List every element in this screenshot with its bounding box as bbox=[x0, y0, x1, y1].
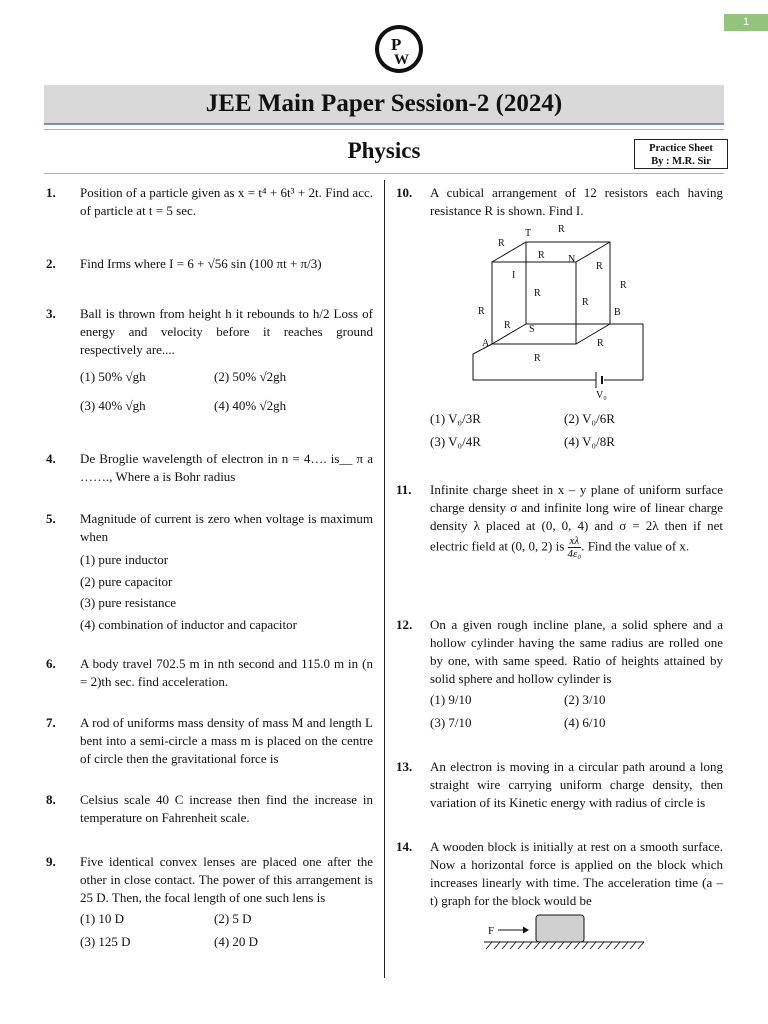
label-R: R bbox=[478, 306, 485, 317]
subject-rule bbox=[44, 173, 724, 174]
question-number: 7. bbox=[46, 715, 56, 730]
question-number: 3. bbox=[46, 306, 56, 321]
label-T: T bbox=[525, 228, 532, 239]
option-4[interactable]: (4) 20 D bbox=[214, 934, 259, 949]
label-R: R bbox=[558, 224, 565, 235]
question-number: 8. bbox=[46, 792, 56, 807]
option-2[interactable]: (2) pure capacitor bbox=[80, 573, 173, 589]
svg-text:P: P bbox=[391, 35, 402, 54]
option-3[interactable]: (3) 125 D bbox=[80, 934, 131, 949]
resistor-cube-diagram bbox=[468, 222, 648, 402]
label-R: R bbox=[534, 288, 541, 299]
question-number: 6. bbox=[46, 656, 56, 671]
title-bar bbox=[44, 85, 724, 125]
question-number: 14. bbox=[396, 839, 413, 854]
pw-logo bbox=[374, 24, 424, 74]
option-4[interactable]: (4) 40% √2gh bbox=[214, 398, 287, 413]
fraction bbox=[568, 535, 582, 560]
option-1[interactable]: (1) 10 D bbox=[80, 911, 125, 926]
label-I: I bbox=[512, 270, 516, 281]
option-2[interactable]: (2) V₀/6R bbox=[564, 411, 615, 426]
question-text: A rod of uniforms mass density of mass M and length L bent into a semi-circle a mass m is placed on the centre of circle then the gravitational force is bbox=[80, 715, 373, 766]
label-R: R bbox=[538, 250, 545, 261]
page-title: JEE Main Paper Session-2 (2024) bbox=[205, 90, 563, 117]
page-number: 1 bbox=[724, 14, 768, 31]
label-R: R bbox=[534, 353, 541, 364]
option-1[interactable]: (1) 50% √gh bbox=[80, 369, 146, 384]
question-number: 11. bbox=[396, 482, 412, 497]
label-R: R bbox=[498, 238, 505, 249]
question-text-a: Infinite charge sheet in x – y plane of uniform surface charge density σ and infinite long wire of linear charge density λ placed at (0, 0, 4) and σ = 2λ then if net electric field at (0, 0, 2) is bbox=[430, 482, 723, 554]
label-R: R bbox=[597, 338, 604, 349]
question-number: 4. bbox=[46, 451, 56, 466]
question-5-options bbox=[80, 549, 380, 635]
option-3[interactable]: (3) 40% √gh bbox=[80, 398, 146, 413]
option-3[interactable]: (3) V₀/4R bbox=[430, 434, 481, 449]
question-text: Position of a particle given as x = t⁴ + 6t³ + 2t. Find acc. of particle at t = 5 sec. bbox=[80, 185, 373, 218]
label-R: R bbox=[504, 320, 511, 331]
practice-sheet-box bbox=[634, 139, 728, 169]
label-A: A bbox=[482, 338, 490, 349]
author-label: By : M.R. Sir bbox=[651, 156, 711, 167]
question-text: Five identical convex lenses are placed one after the other in close contact. The power of this arrangement is 25 D. Then, the focal length of one such lens is bbox=[80, 854, 373, 905]
question-number: 9. bbox=[46, 854, 56, 869]
svg-text:W: W bbox=[394, 52, 409, 68]
question-text: An electron is moving in a circular path around a long straight wire carrying uniform charge density, then variation of its Kinetic energy with radius of circle is bbox=[430, 759, 723, 810]
option-2[interactable]: (2) 5 D bbox=[214, 911, 252, 926]
question-text: Find Irms where I = 6 + √56 sin (100 πt + π/3) bbox=[80, 256, 322, 271]
option-4[interactable]: (4) 6/10 bbox=[564, 715, 606, 730]
option-4[interactable]: (4) V₀/8R bbox=[564, 434, 615, 449]
label-R: R bbox=[596, 261, 603, 272]
fraction-denominator: 4ε₀ bbox=[567, 548, 582, 560]
question-text: Magnitude of current is zero when voltage is maximum when bbox=[80, 511, 373, 544]
label-V0: V₀ bbox=[596, 390, 607, 401]
option-1[interactable]: (1) 9/10 bbox=[430, 692, 472, 707]
question-text: A wooden block is initially at rest on a smooth surface. Now a horizontal force is applied on the block which increases linearly with time. The acceleration time (a – t) graph for the block would be bbox=[430, 839, 723, 908]
label-R: R bbox=[620, 280, 627, 291]
label-R: R bbox=[582, 297, 589, 308]
subject-title: Physics bbox=[347, 138, 421, 163]
option-3[interactable]: (3) pure resistance bbox=[80, 595, 177, 610]
question-number: 10. bbox=[396, 185, 413, 200]
question-text-b: . Find the value of x. bbox=[581, 538, 690, 554]
question-number: 2. bbox=[46, 256, 56, 271]
header-rule bbox=[44, 129, 724, 130]
practice-sheet-label: Practice Sheet bbox=[649, 143, 713, 154]
question-text: A body travel 702.5 m in nth second and 115.0 m in (n = 2)th sec. find acceleration. bbox=[80, 656, 373, 689]
question-number: 5. bbox=[46, 511, 56, 526]
block-force-diagram bbox=[484, 912, 654, 954]
label-S: S bbox=[529, 324, 535, 335]
option-2[interactable]: (2) 50% √2gh bbox=[214, 369, 287, 384]
label-N: N bbox=[568, 254, 576, 265]
question-number: 12. bbox=[396, 617, 413, 632]
fraction-numerator: xλ bbox=[568, 535, 582, 548]
option-1[interactable]: (1) V₀/3R bbox=[430, 411, 481, 426]
column-divider bbox=[384, 180, 385, 978]
question-text: On a given rough incline plane, a solid sphere and a hollow cylinder having the same radius are rolled one by one, with same speed. Ratio of heights attained by solid sphere and hollow cylinder is bbox=[430, 617, 723, 686]
question-number: 13. bbox=[396, 759, 413, 774]
question-text bbox=[430, 481, 723, 560]
question-text: Celsius scale 40 C increase then find the increase in temperature on Fahrenheit scale. bbox=[80, 792, 373, 825]
option-4[interactable]: (4) combination of inductor and capacitor bbox=[80, 616, 297, 632]
force-label: F bbox=[488, 925, 495, 937]
question-text: A cubical arrangement of 12 resistors each having resistance R is shown. Find I. bbox=[430, 185, 723, 218]
question-text: Ball is thrown from height h it rebounds to h/2 Loss of energy and velocity before it reaches ground respectively are.... bbox=[80, 306, 373, 357]
label-B: B bbox=[614, 307, 621, 318]
question-number: 1. bbox=[46, 185, 56, 200]
option-1[interactable]: (1) pure inductor bbox=[80, 552, 169, 567]
question-text: De Broglie wavelength of electron in n = 4…. is__ π a ……., Where a is Bohr radius bbox=[80, 451, 373, 484]
option-2[interactable]: (2) 3/10 bbox=[564, 692, 606, 707]
option-3[interactable]: (3) 7/10 bbox=[430, 715, 472, 730]
